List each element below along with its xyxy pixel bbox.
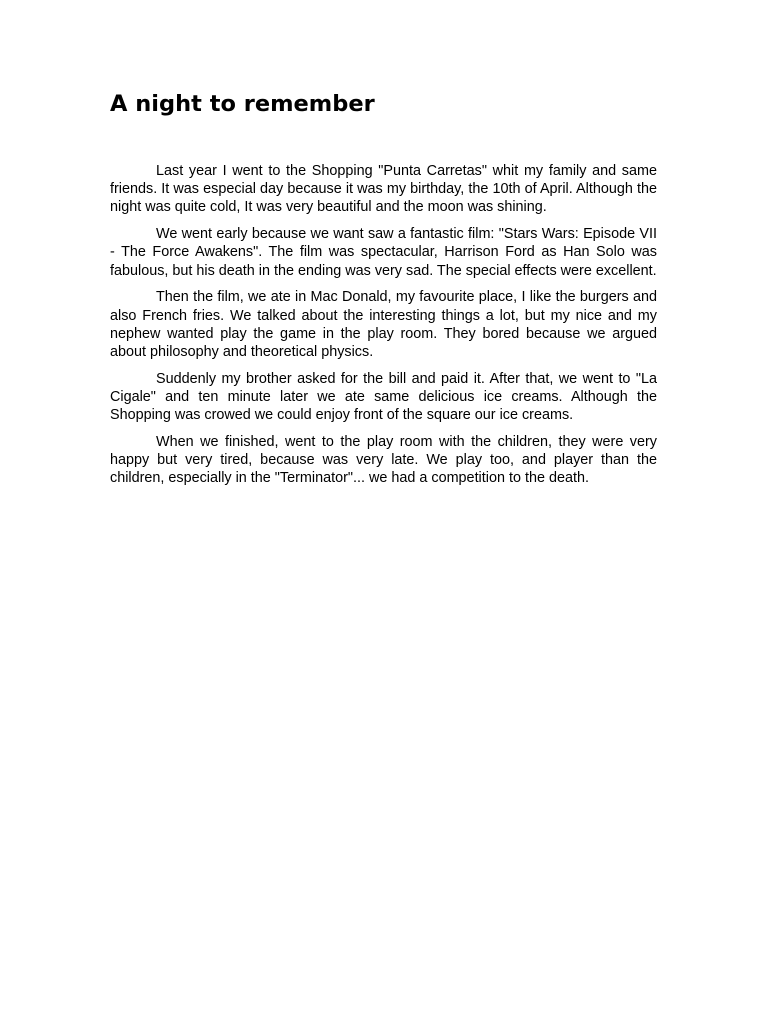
paragraph-4: Suddenly my brother asked for the bill and paid it. After that, we went to "La Cigale" and ten minute later we ate same delicious ice creams. Although the Shopping was crowed we could enjoy front of the square our ice creams. — [110, 370, 657, 424]
document-body — [110, 162, 657, 496]
document-title: A night to remember — [110, 91, 375, 117]
paragraph-5: When we finished, went to the play room with the children, they were very happy but very tired, because was very late. We play too, and player than the children, especially in the "Terminator"... we had a competition to the death. — [110, 434, 657, 487]
paragraph-2: We went early because we want saw a fantastic film: "Stars Wars: Episode VII - The Force Awakens". The film was spectacular, Harrison Ford as Han Solo was fabulous, but his death in the ending was very sad. The special effects were excellent. — [110, 226, 657, 279]
paragraph-3: Then the film, we ate in Mac Donald, my favourite place, I like the burgers and also French fries. We talked about the interesting things a lot, but my nice and my nephew wanted play the game in the play room. They bored because we argued about philosophy and theoretical physics. — [110, 289, 657, 361]
paragraph-1: Last year I went to the Shopping "Punta Carretas" whit my family and same friends. It was especial day because it was my birthday, the 10th of April. Although the night was quite cold, It was very beautiful and the moon was shining. — [110, 163, 657, 216]
